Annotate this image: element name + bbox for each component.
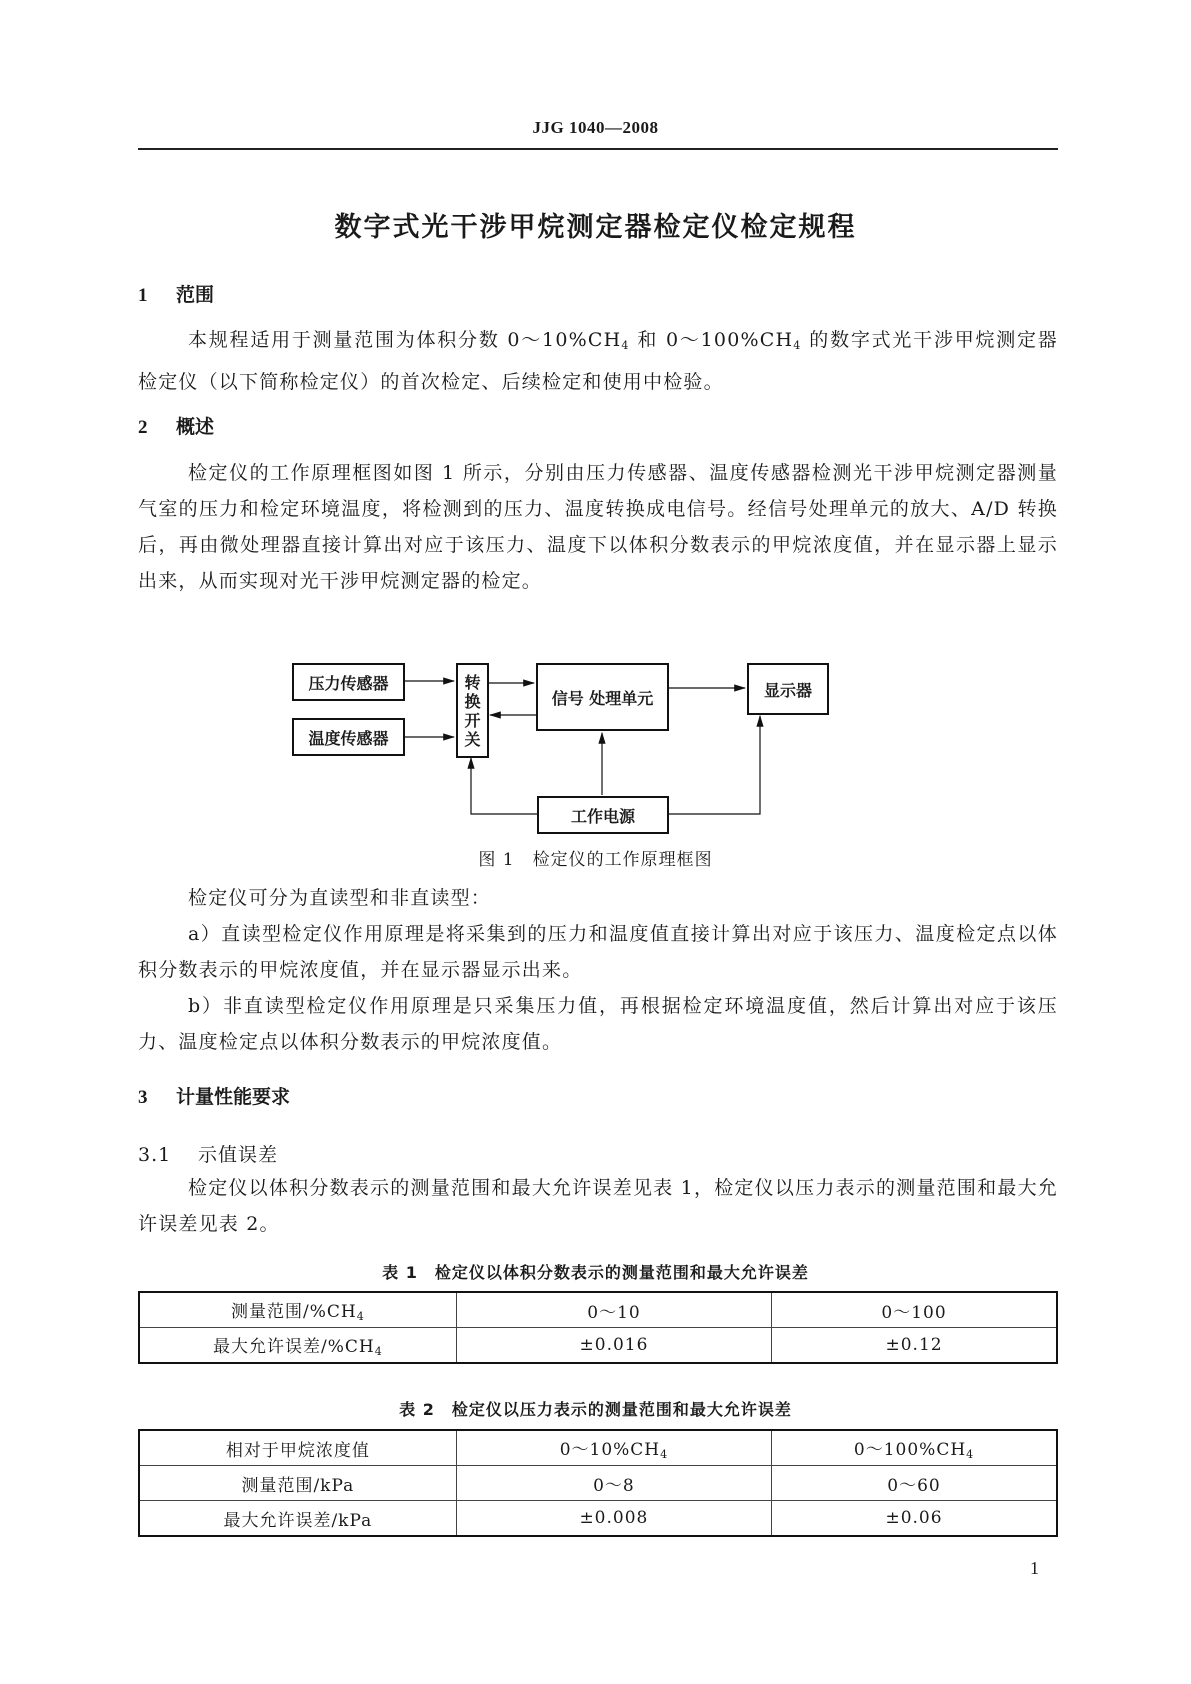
type-a-paragraph: a）直读型检定仪作用原理是将采集到的压力和温度值直接计算出对应于该压力、温度检定点以体积分数表示的甲烷浓度值，并在显示器显示出来。: [138, 923, 1058, 981]
page-number: 1: [1030, 1558, 1039, 1578]
section-number: 1: [138, 285, 148, 306]
switch-box: [456, 663, 489, 758]
subscript: 4: [356, 1310, 365, 1323]
figure-caption: 图 1 检定仪的工作原理框图: [478, 850, 713, 870]
header-label: 相对于甲烷浓度值: [139, 1430, 456, 1466]
cell: ±0.12: [772, 1328, 1057, 1364]
pressure-sensor-box: 压力传感器: [292, 663, 405, 701]
display-box: 显示器: [747, 663, 829, 715]
row-label: 最大允许误差/kPa: [139, 1501, 456, 1537]
subscript: 4: [966, 1448, 975, 1461]
type-b-paragraph: b）非直读型检定仪作用原理是只采集压力值，再根据检定环境温度值，然后计算出对应于该压力、温度检定点以体积分数表示的甲烷浓度值。: [138, 995, 1058, 1053]
subscript: 4: [621, 339, 630, 352]
section-number: 2: [138, 417, 148, 438]
switch-char: 换: [464, 691, 481, 711]
table-1: [138, 1291, 1058, 1364]
cell: 0～10: [456, 1292, 771, 1328]
header-cell: [456, 1430, 771, 1466]
subsection-title: 示值误差: [198, 1144, 279, 1166]
subscript: 4: [660, 1448, 669, 1461]
table-1-title: 表 1 检定仪以体积分数表示的测量范围和最大允许误差: [382, 1263, 809, 1282]
section-title: 范围: [176, 284, 215, 306]
text-run: 本规程适用于测量范围为体积分数 0～10%CH: [188, 329, 622, 351]
standard-code-header: JJG 1040—2008: [532, 118, 659, 137]
section-1-heading: [138, 280, 214, 307]
label-text: 测量范围/%CH: [231, 1302, 357, 1322]
text-run: 和 0～100%CH: [629, 329, 794, 351]
cell: 0～8: [456, 1466, 771, 1501]
section-2-paragraph: 检定仪的工作原理框图如图 1 所示，分别由压力传感器、温度传感器检测光干涉甲烷测定器测量气室的压力和检定环境温度，将检测到的压力、温度转换成电信号。经信号处理单元的放大、A/D 转换后，再由微处理器直接计算出对应于该压力、温度下以体积分数表示的甲烷浓度值，并在显示器上显示出来，从而实现对光干涉甲烷测定器的检定。: [138, 462, 1058, 592]
signal-processing-unit-box: 信号 处理单元: [536, 663, 669, 731]
temperature-sensor-box: 温度传感器: [292, 718, 405, 756]
switch-char: 转: [464, 672, 481, 692]
cell: ±0.008: [456, 1501, 771, 1537]
row-label: 测量范围/kPa: [139, 1466, 456, 1501]
text-run: 的数字式光干涉甲烷测定器检定仪（以下简称检定仪）的首次检定、后续检定和使用中检验。: [138, 329, 1059, 393]
cell: ±0.016: [456, 1328, 771, 1364]
section-title: 概述: [176, 416, 215, 438]
label-text: 最大允许误差/%CH: [213, 1337, 375, 1357]
table-row: [139, 1466, 1057, 1501]
block-diagram: [280, 650, 900, 850]
document-title: 数字式光干涉甲烷测定器检定仪检定规程: [334, 212, 857, 243]
section-title: 计量性能要求: [176, 1086, 291, 1108]
table-header-row: [139, 1430, 1057, 1466]
table-2-title: 表 2 检定仪以压力表示的测量范围和最大允许误差: [399, 1400, 792, 1419]
section-1-paragraph: [138, 322, 1058, 400]
cell: 0～100: [772, 1292, 1057, 1328]
header-cell: [772, 1430, 1057, 1466]
switch-char: 开: [464, 710, 481, 730]
row-label: [139, 1328, 456, 1364]
table-row: [139, 1292, 1057, 1328]
section-3-heading: [138, 1082, 290, 1109]
switch-char: 关: [464, 729, 481, 749]
subsection-3-1-paragraph: 检定仪以体积分数表示的测量范围和最大允许误差见表 1，检定仪以压力表示的测量范围和最大允许误差见表 2。: [138, 1177, 1058, 1235]
table-row: [139, 1501, 1057, 1537]
table-2: [138, 1429, 1058, 1537]
section-number: 3: [138, 1087, 148, 1108]
header-text: 0～100%CH: [853, 1440, 967, 1460]
types-intro: 检定仪可分为直读型和非直读型：: [188, 887, 492, 909]
subsection-number: 3.1: [138, 1144, 172, 1166]
subscript: 4: [374, 1345, 383, 1358]
section-2-heading: [138, 412, 214, 439]
table-row: [139, 1328, 1057, 1364]
row-label: [139, 1292, 456, 1328]
cell: ±0.06: [772, 1501, 1057, 1537]
header-rule: [138, 148, 1058, 150]
header-text: 0～10%CH: [559, 1440, 661, 1460]
cell: 0～60: [772, 1466, 1057, 1501]
subscript: 4: [793, 339, 802, 352]
power-supply-box: 工作电源: [537, 796, 669, 834]
subsection-3-1-heading: [138, 1140, 278, 1167]
